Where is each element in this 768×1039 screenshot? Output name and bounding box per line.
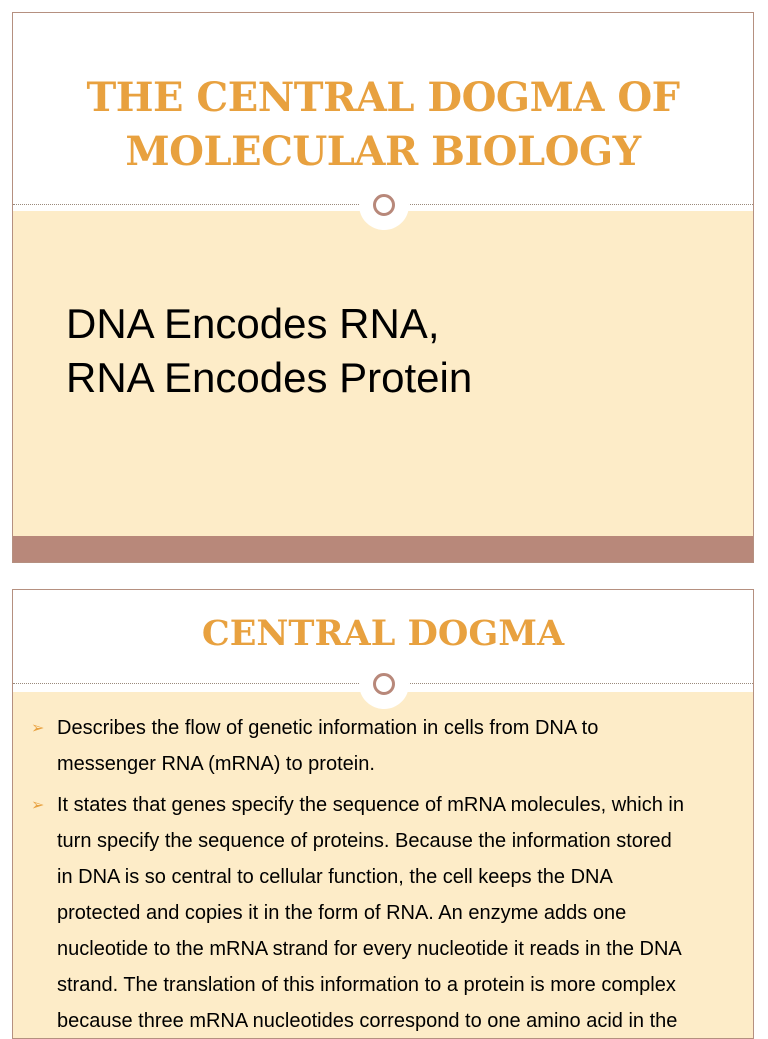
bullet-text-line: in DNA is so central to cellular function, the cell keeps the DNA: [57, 866, 613, 888]
footer-bar: [13, 536, 753, 563]
arrow-bullet-icon: ➢: [31, 718, 45, 737]
bullet-text-line: nucleotide to the mRNA strand for every nucleotide it reads in the DNA: [57, 938, 682, 960]
subtitle-line-2: RNA Encodes Protein: [66, 354, 473, 401]
arrow-bullet-icon: ➢: [31, 795, 45, 814]
subtitle-line-1: DNA Encodes RNA,: [66, 300, 440, 347]
title-line-1: THE CENTRAL DOGMA OF: [86, 74, 680, 121]
bullet-text-line: It states that genes specify the sequence of mRNA molecules, which in: [57, 794, 684, 816]
slide-title: [12, 12, 754, 563]
bullet-text-line: turn specify the sequence of proteins. Because the information stored: [57, 830, 672, 852]
title-line-2: MOLECULAR BIOLOGY: [125, 128, 641, 175]
slide-subtitle: [66, 297, 472, 405]
bullet-text-line: protected and copies it in the form of RNA. An enzyme adds one: [57, 902, 627, 924]
slide-title-heading: [13, 71, 753, 179]
ring-ornament-icon: [367, 188, 401, 222]
bullet-list: [31, 710, 743, 1039]
slide-heading: CENTRAL DOGMA: [201, 613, 565, 654]
bullet-text-line: because three mRNA nucleotides correspond to one amino acid in the: [57, 1010, 678, 1032]
title-area: [13, 13, 753, 206]
bullet-text-line: strand. The translation of this information to a protein is more complex: [57, 974, 676, 996]
bullet-text-line: messenger RNA (mRNA) to protein.: [57, 753, 375, 775]
bullet-item: [31, 787, 743, 1039]
bullet-item: [31, 710, 743, 782]
slide-central-dogma: [12, 589, 754, 1039]
bullet-text-line: Describes the flow of genetic information in cells from DNA to: [57, 717, 599, 739]
ring-ornament-icon: [367, 667, 401, 701]
